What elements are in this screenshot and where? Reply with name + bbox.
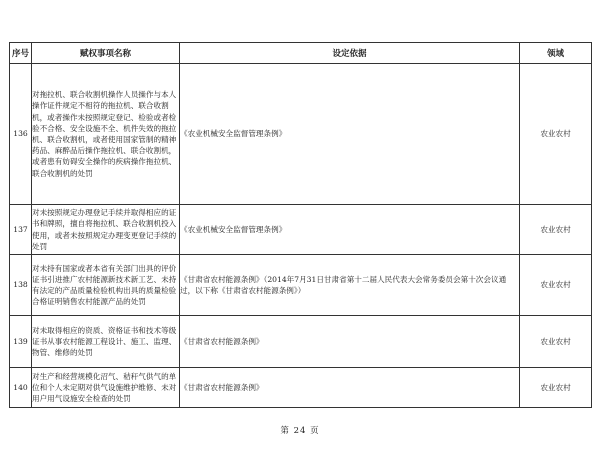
row-basis: 《农业机械安全监督管理条例》 [180, 205, 520, 255]
row-basis: 《农业机械安全监督管理条例》 [180, 64, 520, 205]
row-basis: 《甘肃省农村能源条例》（2014年7月31日甘肃省第十二届人民代表大会常务委员会第十次会议通过，以下称《甘肃省农村能源条例》） [180, 255, 520, 316]
row-item: 对未持有国家或者本省有关部门出具的评价证书引进推广农村能源新技术新工艺、未持有法定的产品质量检验机构出具的质量检验合格证明销售农村能源产品的处罚 [32, 255, 180, 316]
row-seq: 140 [10, 368, 32, 408]
table-row [10, 205, 592, 255]
row-seq: 139 [10, 316, 32, 368]
row-seq: 136 [10, 64, 32, 205]
regulation-table [9, 42, 592, 408]
row-domain: 农业农村 [520, 205, 592, 255]
header-basis: 设定依据 [180, 43, 520, 64]
row-item: 对未按照规定办理登记手续并取得相应的证书和牌照，擅自将拖拉机、联合收割机投入使用，或者未按照规定办理变更登记手续的处罚 [32, 205, 180, 255]
header-domain: 领域 [520, 43, 592, 64]
page-number: 第 24 页 [280, 426, 320, 436]
row-item: 对生产和经营规模化沼气、秸秆气供气的单位和个人未定期对供气设施维护维修、未对用户用气设施安全检查的处罚 [32, 368, 180, 408]
table-header-row [10, 43, 592, 64]
row-basis: 《甘肃省农村能源条例》 [180, 368, 520, 408]
table-row [10, 255, 592, 316]
row-domain: 农业农村 [520, 316, 592, 368]
table-row [10, 64, 592, 205]
row-domain: 农业农村 [520, 368, 592, 408]
table-row [10, 368, 592, 408]
row-item: 对未取得相应的资质、资格证书和技术等级证书从事农村能源工程设计、施工、监理、物管、维修的处罚 [32, 316, 180, 368]
row-item: 对拖拉机、联合收割机操作人员操作与本人操作证件规定不相符的拖拉机、联合收割机，或者操作未按照规定登记、检验或者检验不合格、安全设施不全、机件失效的拖拉机、联合收割机，或者使用国家管制的精神药品、麻醉品后操作拖拉机、联合收割机，或者患有妨碍安全操作的疾病操作拖拉机、联合收割机的处罚 [32, 64, 180, 205]
header-seq: 序号 [10, 43, 32, 64]
row-seq: 137 [10, 205, 32, 255]
header-item: 赋权事项名称 [32, 43, 180, 64]
row-basis: 《甘肃省农村能源条例》 [180, 316, 520, 368]
row-domain: 农业农村 [520, 255, 592, 316]
row-domain: 农业农村 [520, 64, 592, 205]
row-seq: 138 [10, 255, 32, 316]
table-row [10, 316, 592, 368]
